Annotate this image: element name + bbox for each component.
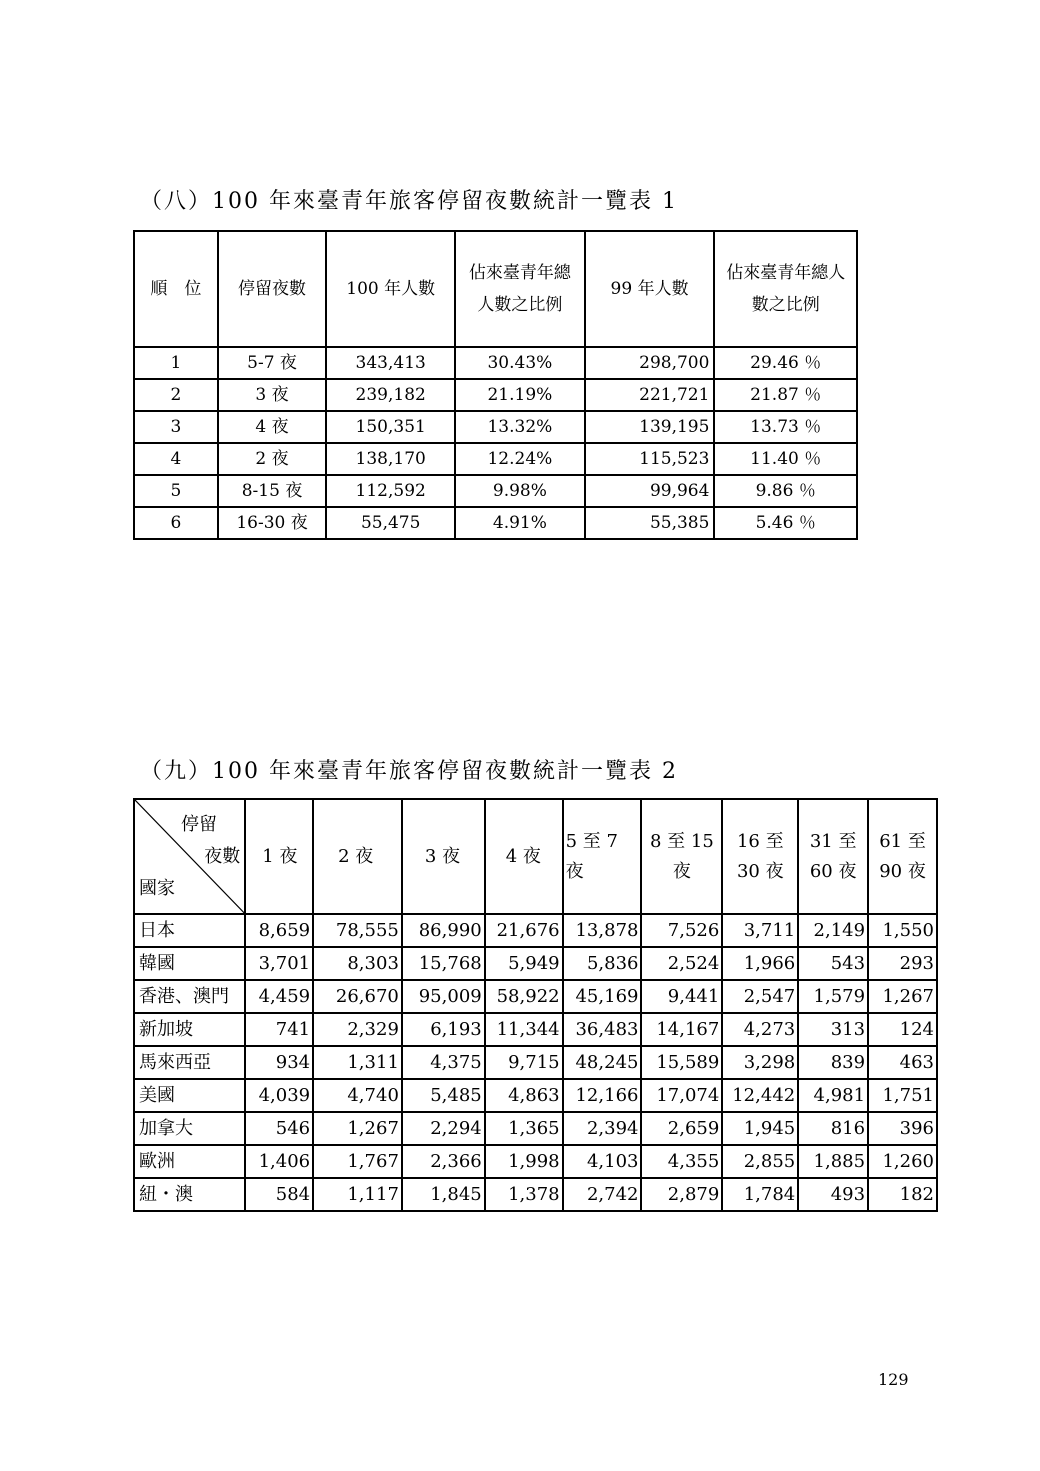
- table-cell: 2,742: [563, 1178, 642, 1211]
- corner-header: [134, 799, 245, 914]
- table-cell: 2,394: [563, 1112, 642, 1145]
- country-cell: 加拿大: [134, 1112, 245, 1145]
- table-cell: 2,329: [313, 1013, 402, 1046]
- table-row: [134, 914, 937, 947]
- table-cell: 14,167: [641, 1013, 722, 1046]
- table-cell: 45,169: [563, 980, 642, 1013]
- table-cell: 4,103: [563, 1145, 642, 1178]
- table-cell: 2: [134, 379, 218, 411]
- table-header-row: [134, 231, 857, 347]
- table-row: [134, 379, 857, 411]
- table-cell: 4,740: [313, 1079, 402, 1112]
- table-cell: 239,182: [326, 379, 455, 411]
- table-row: [134, 443, 857, 475]
- table-cell: 3,298: [722, 1046, 798, 1079]
- table-cell: 584: [245, 1178, 313, 1211]
- table-cell: 16-30 夜: [218, 507, 327, 539]
- table-cell: 55,475: [326, 507, 455, 539]
- table-cell: 115,523: [585, 443, 715, 475]
- table-cell: 9.86 ％: [714, 475, 857, 507]
- table-cell: 741: [245, 1013, 313, 1046]
- table-row: [134, 347, 857, 379]
- table-header-row: [134, 799, 937, 914]
- table-cell: 124: [868, 1013, 937, 1046]
- table-cell: 139,195: [585, 411, 715, 443]
- table-cell: 1,311: [313, 1046, 402, 1079]
- header-5-7-nights: 5 至 7 夜: [563, 799, 642, 914]
- table-cell: 2,524: [641, 947, 722, 980]
- table-cell: 5,949: [485, 947, 563, 980]
- table-row: [134, 507, 857, 539]
- header-share-99: 佔來臺青年總人數之比例: [714, 231, 857, 347]
- corner-label-country: 國家: [139, 878, 175, 899]
- table-cell: 2,855: [722, 1145, 798, 1178]
- table-cell: 11,344: [485, 1013, 563, 1046]
- table-cell: 36,483: [563, 1013, 642, 1046]
- table-cell: 13.32%: [455, 411, 585, 443]
- table-cell: 48,245: [563, 1046, 642, 1079]
- table-row: [134, 1046, 937, 1079]
- table-cell: 78,555: [313, 914, 402, 947]
- table-cell: 5,485: [402, 1079, 485, 1112]
- country-cell: 馬來西亞: [134, 1046, 245, 1079]
- table-cell: 2,879: [641, 1178, 722, 1211]
- header-16-30-nights: 16 至 30 夜: [722, 799, 798, 914]
- table-cell: 15,589: [641, 1046, 722, 1079]
- table-cell: 12,442: [722, 1079, 798, 1112]
- table-cell: 150,351: [326, 411, 455, 443]
- table-cell: 2 夜: [218, 443, 327, 475]
- table-cell: 21.87 ％: [714, 379, 857, 411]
- table-cell: 112,592: [326, 475, 455, 507]
- country-cell: 美國: [134, 1079, 245, 1112]
- table-cell: 182: [868, 1178, 937, 1211]
- table-cell: 1,966: [722, 947, 798, 980]
- table-row: [134, 1013, 937, 1046]
- table-cell: 9.98%: [455, 475, 585, 507]
- stay-nights-table-2: [133, 798, 938, 1212]
- table-cell: 343,413: [326, 347, 455, 379]
- table-cell: 298,700: [585, 347, 715, 379]
- table2-title: （九）100 年來臺青年旅客停留夜數統計一覽表 2: [140, 759, 678, 784]
- table-cell: 1,406: [245, 1145, 313, 1178]
- table-cell: 5: [134, 475, 218, 507]
- table-cell: 95,009: [402, 980, 485, 1013]
- table-cell: 1,267: [868, 980, 937, 1013]
- table-cell: 2,149: [798, 914, 868, 947]
- corner-label-stay: 停留: [181, 814, 217, 835]
- table-cell: 3,711: [722, 914, 798, 947]
- table-cell: 1,550: [868, 914, 937, 947]
- table-cell: 5,836: [563, 947, 642, 980]
- table-cell: 221,721: [585, 379, 715, 411]
- header-count-100: 100 年人數: [326, 231, 455, 347]
- table-row: [134, 980, 937, 1013]
- table-cell: 55,385: [585, 507, 715, 539]
- table-cell: 4,981: [798, 1079, 868, 1112]
- table-cell: 1,267: [313, 1112, 402, 1145]
- table-cell: 463: [868, 1046, 937, 1079]
- table-cell: 4,355: [641, 1145, 722, 1178]
- corner-label-nights: 夜數: [204, 846, 241, 867]
- table-cell: 313: [798, 1013, 868, 1046]
- table-cell: 1: [134, 347, 218, 379]
- country-cell: 歐洲: [134, 1145, 245, 1178]
- table-cell: 12,166: [563, 1079, 642, 1112]
- table-cell: 8,659: [245, 914, 313, 947]
- table-cell: 2,659: [641, 1112, 722, 1145]
- header-share-100: 佔來臺青年總人數之比例: [455, 231, 585, 347]
- country-cell: 新加坡: [134, 1013, 245, 1046]
- table-cell: 26,670: [313, 980, 402, 1013]
- table-cell: 3,701: [245, 947, 313, 980]
- table-row: [134, 947, 937, 980]
- table-cell: 1,784: [722, 1178, 798, 1211]
- table-cell: 2,547: [722, 980, 798, 1013]
- header-3-nights: 3 夜: [402, 799, 485, 914]
- table-cell: 396: [868, 1112, 937, 1145]
- table-cell: 30.43%: [455, 347, 585, 379]
- table-cell: 1,117: [313, 1178, 402, 1211]
- table-row: [134, 411, 857, 443]
- table-cell: 1,579: [798, 980, 868, 1013]
- table-cell: 99,964: [585, 475, 715, 507]
- table-cell: 543: [798, 947, 868, 980]
- table-cell: 21,676: [485, 914, 563, 947]
- table1-title: （八）100 年來臺青年旅客停留夜數統計一覽表 1: [140, 189, 678, 214]
- table-cell: 293: [868, 947, 937, 980]
- table-cell: 12.24%: [455, 443, 585, 475]
- header-4-nights: 4 夜: [485, 799, 563, 914]
- country-cell: 紐・澳: [134, 1178, 245, 1211]
- table-row: [134, 1145, 937, 1178]
- table-cell: 493: [798, 1178, 868, 1211]
- table-cell: 1,751: [868, 1079, 937, 1112]
- table-row: [134, 1178, 937, 1211]
- country-cell: 香港、澳門: [134, 980, 245, 1013]
- table-cell: 3: [134, 411, 218, 443]
- table-cell: 6,193: [402, 1013, 485, 1046]
- table-cell: 934: [245, 1046, 313, 1079]
- table-cell: 13.73 ％: [714, 411, 857, 443]
- country-cell: 韓國: [134, 947, 245, 980]
- table-cell: 2,294: [402, 1112, 485, 1145]
- table-cell: 4,863: [485, 1079, 563, 1112]
- table-cell: 7,526: [641, 914, 722, 947]
- table-cell: 2,366: [402, 1145, 485, 1178]
- table-cell: 17,074: [641, 1079, 722, 1112]
- header-rank: 順 位: [134, 231, 218, 347]
- table-cell: 816: [798, 1112, 868, 1145]
- table-cell: 21.19%: [455, 379, 585, 411]
- table-row: [134, 475, 857, 507]
- table-cell: 6: [134, 507, 218, 539]
- table-cell: 1,945: [722, 1112, 798, 1145]
- stay-nights-table-1: [133, 230, 858, 540]
- table-cell: 4 夜: [218, 411, 327, 443]
- table-cell: 58,922: [485, 980, 563, 1013]
- table-cell: 86,990: [402, 914, 485, 947]
- table-cell: 4,375: [402, 1046, 485, 1079]
- header-1-night: 1 夜: [245, 799, 313, 914]
- table-cell: 1,885: [798, 1145, 868, 1178]
- table-cell: 1,378: [485, 1178, 563, 1211]
- table-cell: 1,767: [313, 1145, 402, 1178]
- country-cell: 日本: [134, 914, 245, 947]
- table-cell: 4,459: [245, 980, 313, 1013]
- table-cell: 29.46 ％: [714, 347, 857, 379]
- table-row: [134, 1112, 937, 1145]
- table-cell: 13,878: [563, 914, 642, 947]
- table-cell: 138,170: [326, 443, 455, 475]
- header-8-15-nights: 8 至 15 夜: [641, 799, 722, 914]
- header-2-nights: 2 夜: [313, 799, 402, 914]
- table-cell: 9,715: [485, 1046, 563, 1079]
- table-cell: 9,441: [641, 980, 722, 1013]
- table-cell: 4: [134, 443, 218, 475]
- table-cell: 4.91%: [455, 507, 585, 539]
- table-cell: 3 夜: [218, 379, 327, 411]
- table-cell: 4,273: [722, 1013, 798, 1046]
- table-cell: 11.40 ％: [714, 443, 857, 475]
- table-cell: 1,845: [402, 1178, 485, 1211]
- table-cell: 5-7 夜: [218, 347, 327, 379]
- header-61-90-nights: 61 至 90 夜: [868, 799, 937, 914]
- table-cell: 15,768: [402, 947, 485, 980]
- table-cell: 1,998: [485, 1145, 563, 1178]
- table-cell: 1,365: [485, 1112, 563, 1145]
- table-cell: 8,303: [313, 947, 402, 980]
- header-31-60-nights: 31 至 60 夜: [798, 799, 868, 914]
- table-cell: 8-15 夜: [218, 475, 327, 507]
- table-cell: 839: [798, 1046, 868, 1079]
- header-count-99: 99 年人數: [585, 231, 715, 347]
- table-cell: 4,039: [245, 1079, 313, 1112]
- table-cell: 1,260: [868, 1145, 937, 1178]
- table-row: [134, 1079, 937, 1112]
- table-cell: 546: [245, 1112, 313, 1145]
- table-cell: 5.46 ％: [714, 507, 857, 539]
- header-nights: 停留夜數: [218, 231, 327, 347]
- page-number: 129: [878, 1370, 909, 1389]
